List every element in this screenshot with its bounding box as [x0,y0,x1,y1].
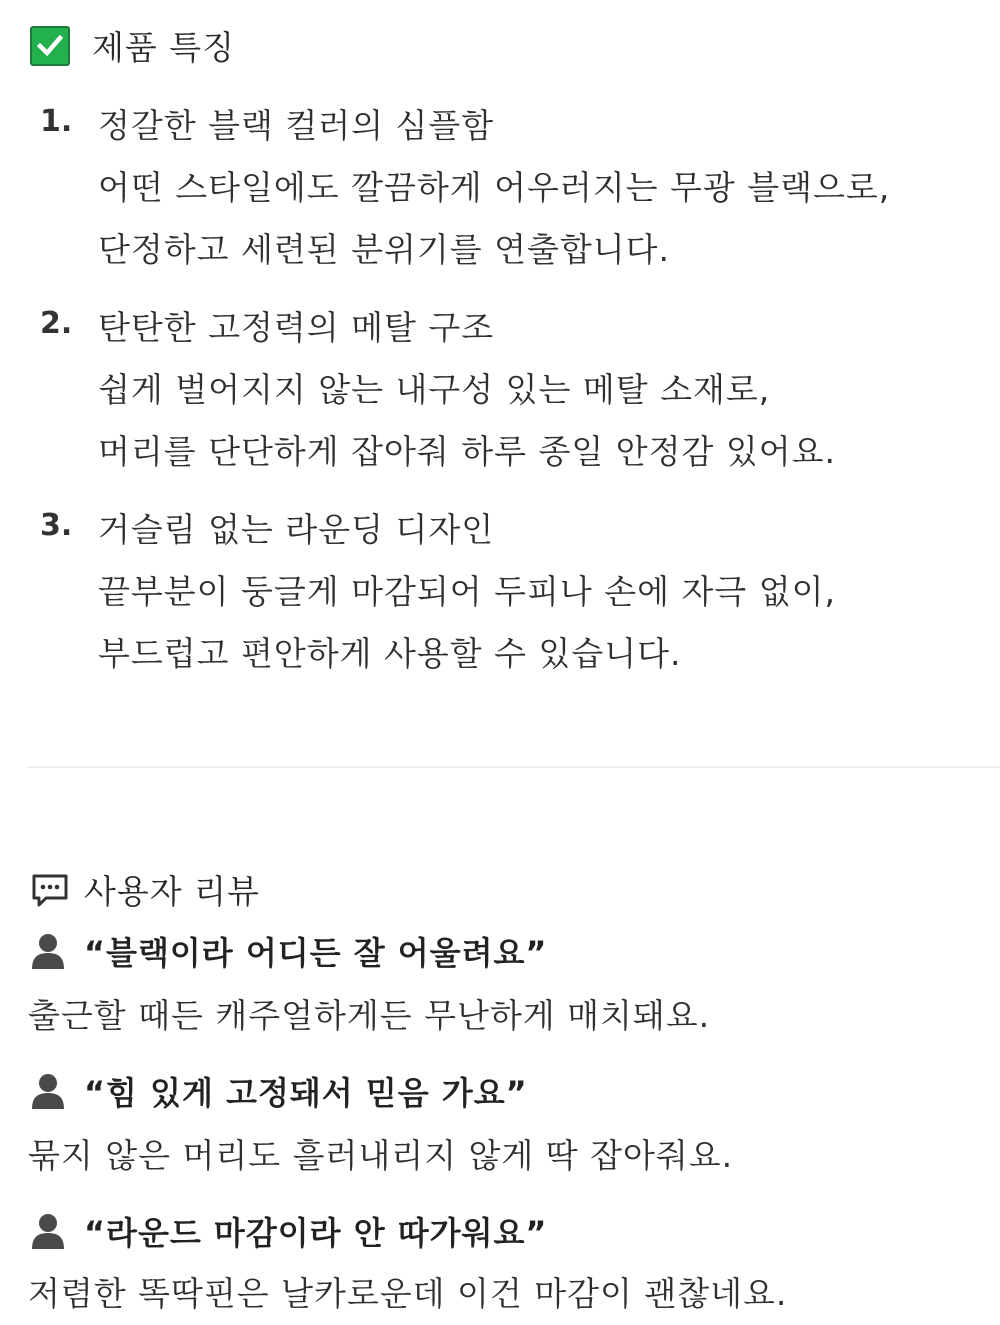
feature-desc-line: 머리를 단단하게 잡아줘 하루 종일 안정감 있어요. [98,432,836,471]
feature-title: 탄탄한 고정력의 메탈 구조 [98,308,495,347]
person-silhouette-icon [30,1211,66,1251]
review-item-1-header [30,928,547,974]
feature-number: 1. [40,104,73,139]
review-quote: “힘 있게 고정돼서 믿음 가요” [84,1074,528,1112]
review-body: 저렴한 똑딱핀은 날카로운데 이건 마감이 괜찮네요. [28,1274,788,1313]
feature-number: 3. [40,508,73,543]
feature-desc-line: 끝부분이 둥글게 마감되어 두피나 손에 자극 없이, [98,572,836,611]
review-body: 출근할 때든 캐주얼하게든 무난하게 매치돼요. [28,996,711,1035]
review-quote: “라운드 마감이라 안 따가워요” [84,1214,548,1252]
feature-desc-line: 쉽게 벌어지지 않는 내구성 있는 메탈 소재로, [98,370,771,409]
feature-title: 정갈한 블랙 컬러의 심플함 [98,106,495,145]
review-item-3-header [30,1208,547,1254]
feature-desc-line: 단정하고 세련된 분위기를 연출합니다. [98,230,671,269]
features-title: 제품 특징 [92,28,236,67]
feature-desc-line: 어떤 스타일에도 깔끔하게 어우러지는 무광 블랙으로, [98,168,891,207]
feature-desc-line: 부드럽고 편안하게 사용할 수 있습니다. [98,634,682,673]
person-silhouette-icon [30,931,66,971]
review-item-2-header [30,1068,528,1114]
section-divider [28,766,1000,768]
check-mark-icon [30,26,70,66]
feature-title: 거슬림 없는 라운딩 디자인 [98,510,495,549]
reviews-header [30,866,260,913]
features-header [30,22,235,69]
review-quote: “블랙이라 어디든 잘 어울려요” [84,934,548,972]
review-body: 묶지 않은 머리도 흘러내리지 않게 딱 잡아줘요. [28,1136,734,1175]
reviews-title: 사용자 리뷰 [84,872,260,911]
speech-bubble-icon [30,870,70,910]
feature-number: 2. [40,306,73,341]
person-silhouette-icon [30,1071,66,1111]
